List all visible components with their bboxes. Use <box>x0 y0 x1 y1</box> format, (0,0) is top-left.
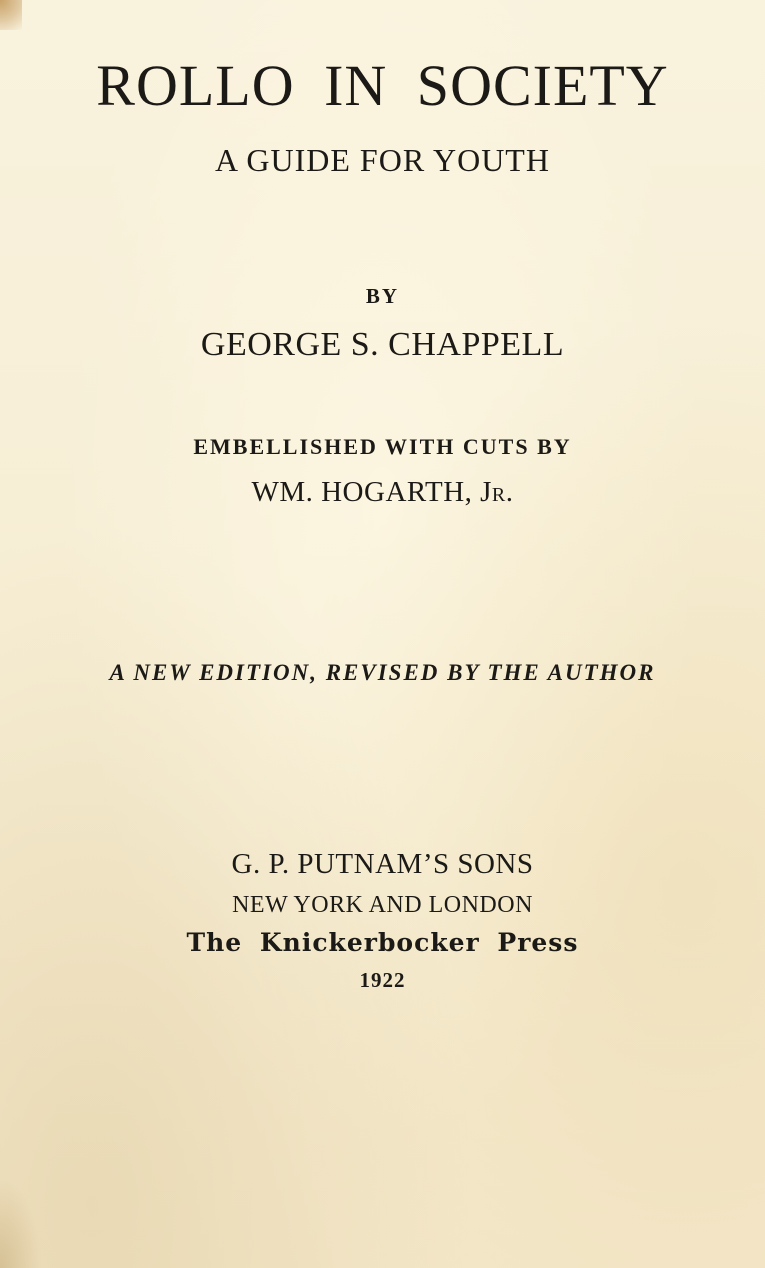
edition-note: A NEW EDITION, REVISED BY THE AUTHOR <box>109 660 656 685</box>
edge-wear <box>0 1178 42 1268</box>
illustrator-line <box>0 476 765 509</box>
publication-year: 1922 <box>359 968 406 992</box>
book-title: ROLLO IN SOCIETY <box>96 53 669 118</box>
press-name: The Knickerbocker Press <box>186 928 579 957</box>
by-label: BY <box>365 284 400 308</box>
illustrator-suffix: Jr. <box>480 476 514 508</box>
publisher-name: G. P. PUTNAM’S SONS <box>231 848 534 880</box>
corner-stain <box>0 0 22 30</box>
illustrator-name: WM. HOGARTH, <box>251 476 481 508</box>
author-name: GEORGE S. CHAPPELL <box>200 326 565 363</box>
embellished-label: EMBELLISHED WITH CUTS BY <box>193 434 572 459</box>
publisher-cities: NEW YORK AND LONDON <box>232 892 533 918</box>
book-subtitle: A GUIDE FOR YOUTH <box>215 142 550 178</box>
